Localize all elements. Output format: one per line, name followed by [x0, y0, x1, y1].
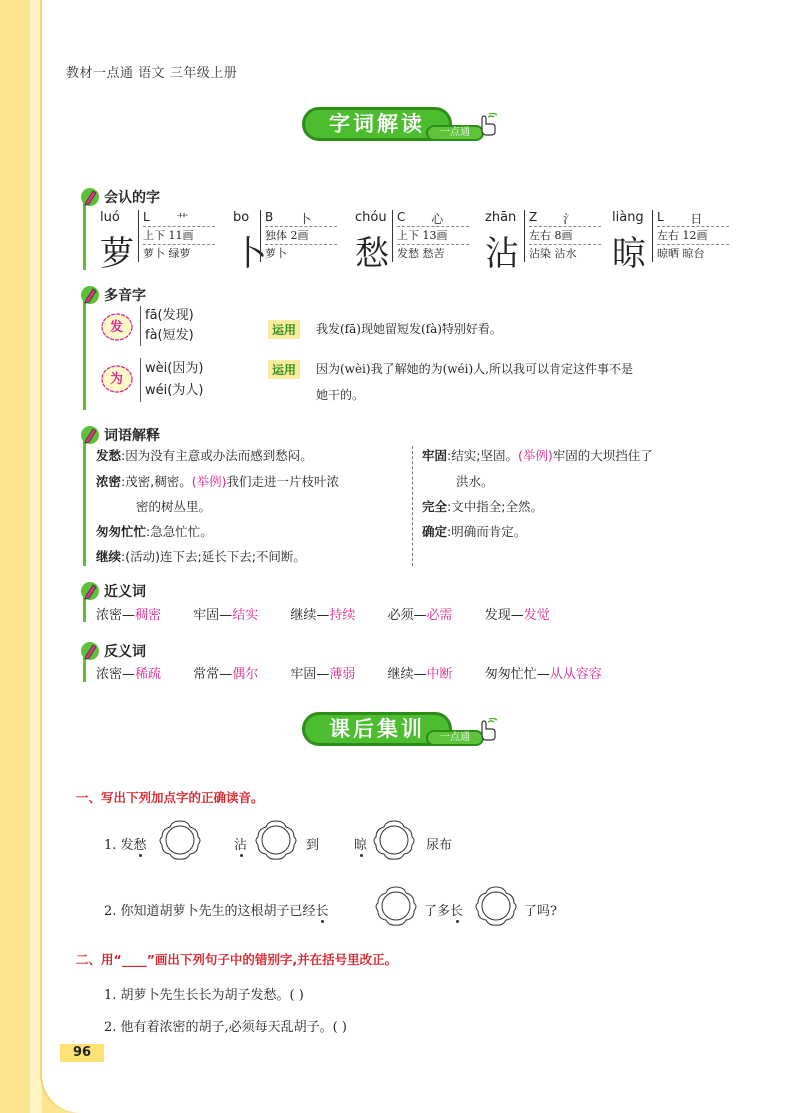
char-radical: 氵: [563, 212, 576, 226]
char-pinyin: bo: [233, 210, 250, 225]
def-term: 牢固: [422, 448, 448, 463]
definition-item: [96, 547, 306, 565]
definition-item: [96, 446, 313, 464]
definition-cont: 洪水。: [456, 474, 494, 489]
char-info: [260, 210, 337, 262]
answer-flower-2[interactable]: [254, 818, 298, 862]
antonym-pair: [290, 667, 355, 682]
reading-2: fà(短发): [145, 328, 194, 343]
synonym-pair: [485, 608, 550, 623]
polyphone-example-cont: 她干的。: [316, 388, 365, 402]
antonym-list: [96, 663, 630, 682]
question-2-heading: 二、用“____”画出下列句子中的错别字,并在括号里改正。: [76, 952, 398, 967]
section-bar: [83, 300, 86, 410]
section-title-polyphone: [80, 284, 146, 306]
char-radical: 心: [431, 212, 444, 226]
character-table: [100, 210, 740, 274]
answer-flower-4[interactable]: [374, 884, 418, 928]
def-term: 发愁: [96, 448, 122, 463]
word-match: 结实: [232, 608, 259, 623]
char-letter: Z: [529, 210, 538, 224]
word: 匆匆忙忙—: [484, 667, 550, 682]
char-letter: L: [657, 210, 664, 224]
char-pinyin: zhān: [485, 210, 517, 225]
pencil-icon: [80, 186, 100, 208]
char-letter: B: [265, 210, 274, 224]
char-words: 沾染 沾水: [529, 247, 577, 260]
synonym-pair: [388, 608, 453, 623]
dotted-char: 长: [315, 904, 329, 919]
word: 牢固—: [193, 608, 233, 623]
def-text: :结实;坚固。: [447, 448, 518, 463]
definition-item: [96, 472, 339, 490]
answer-flower-5[interactable]: [474, 884, 518, 928]
answer-flower-3[interactable]: [372, 818, 416, 862]
section-title-text: 近义词: [104, 584, 146, 600]
word: 浓密—: [96, 608, 136, 623]
char-radical: 卜: [299, 212, 312, 226]
banner-exercises: [302, 712, 512, 752]
q1-line2: 2. 你知道胡萝卜先生的这根胡子已经长: [104, 904, 329, 919]
q2-sentence-1[interactable]: 1. 胡萝卜先生长长为胡子发愁。( ): [104, 988, 304, 1003]
definition-item: [96, 522, 213, 540]
word-match: 从从容容: [549, 667, 602, 682]
polyphone-example: 因为(wèi)我了解她的为(wéi)人,所以我可以肯定这件事不是: [316, 362, 633, 376]
antonym-pair: [388, 667, 453, 682]
section-title-text: 反义词: [104, 644, 146, 660]
polyphone-readings: [140, 306, 194, 346]
question-1-heading: 一、写出下列加点字的正确读音。: [76, 790, 264, 805]
section-title-recognize: [80, 186, 160, 208]
page-number: 96: [60, 1044, 104, 1062]
use-label: 运用: [268, 360, 300, 379]
char-glyph: 沾: [485, 234, 519, 274]
banner-tag: 一点通: [426, 125, 484, 141]
reading-2: wéi(为人): [145, 383, 204, 398]
definition-item: [422, 446, 653, 464]
definition-item: [422, 522, 526, 540]
def-term: 确定: [422, 524, 448, 539]
char-info: [652, 210, 729, 262]
def-text: :明确而肯定。: [447, 524, 527, 539]
char-structure: 上下 13画: [397, 227, 469, 245]
pencil-icon: [80, 580, 100, 602]
section-bar: [83, 198, 86, 270]
column-divider: [412, 446, 413, 566]
antonym-pair: [485, 667, 602, 682]
char-radical: 艹: [176, 212, 189, 226]
q2-sentence-2[interactable]: 2. 他有着浓密的胡子,必须每天乱胡子。( ): [104, 1020, 347, 1035]
q1-word: 到: [306, 838, 320, 853]
pencil-icon: [80, 424, 100, 446]
section-title-text: 多音字: [104, 288, 146, 304]
def-example: 牢固的大坝挡住了: [552, 448, 653, 463]
banner-title: 字词解读: [302, 107, 452, 141]
synonym-pair: [290, 608, 355, 623]
word: 继续—: [387, 667, 427, 682]
word: 浓密—: [96, 667, 136, 682]
polyphone-char: 为: [110, 372, 124, 387]
synonym-pair: [193, 608, 258, 623]
polyphone-example: 我发(fā)现她留短发(fà)特别好看。: [316, 322, 502, 336]
book-header: 教材一点通 语文 三年级上册: [66, 66, 238, 81]
char-structure: 独体 2画: [265, 227, 337, 245]
banner-title: 课后集训: [302, 712, 452, 746]
polyphone-char: 发: [110, 320, 124, 335]
example-label: (举例): [191, 474, 227, 489]
char-radical: 日: [690, 212, 703, 226]
pointing-hand-icon: [478, 113, 498, 137]
banner-tag: 一点通: [426, 730, 484, 746]
reading-1: fā(发现): [145, 308, 194, 323]
section-bar: [83, 440, 86, 566]
synonym-list: [96, 604, 578, 623]
word-match: 发觉: [523, 608, 550, 623]
word-match: 稀疏: [135, 667, 162, 682]
use-label: 运用: [268, 320, 300, 339]
word-match: 必需: [426, 608, 453, 623]
dotted-char: 长: [450, 904, 464, 919]
definition-cont: 密的树丛里。: [136, 499, 212, 514]
q1-dotted-char: 沾: [234, 838, 248, 853]
def-text: :文中指全;全然。: [447, 499, 543, 514]
section-title-synonyms: [80, 580, 146, 602]
def-text: :茂密,稠密。: [121, 474, 192, 489]
char-letter: L: [143, 210, 150, 224]
definition-item: [422, 497, 543, 515]
dotted-char: 愁: [133, 838, 147, 853]
word-match: 中断: [426, 667, 453, 682]
char-structure: 左右 8画: [529, 227, 601, 245]
word-match: 薄弱: [329, 667, 356, 682]
synonym-pair: [96, 608, 161, 623]
def-text: :(活动)连下去;延长下去;不间断。: [121, 549, 306, 564]
pencil-icon: [80, 284, 100, 306]
word-match: 持续: [329, 608, 356, 623]
word: 常常—: [193, 667, 233, 682]
char-words: 发愁 愁苦: [397, 247, 445, 260]
polyphone-readings: [140, 358, 203, 402]
char-words: 萝卜: [265, 247, 287, 260]
q1-dotted-char: 晾: [354, 838, 368, 853]
word: 必须—: [387, 608, 427, 623]
pencil-icon: [80, 640, 100, 662]
word: 发现—: [484, 608, 524, 623]
def-text: :因为没有主意或办法而感到愁闷。: [121, 448, 313, 463]
answer-flower-1[interactable]: [158, 818, 202, 862]
reading-1: wèi(因为): [145, 361, 204, 376]
section-title-text: 词语解释: [104, 428, 160, 444]
char-structure: 上下 11画: [143, 227, 215, 245]
example-label: (举例): [517, 448, 553, 463]
banner-word-reading: [302, 107, 512, 147]
q1-line1-prefix: 1. 发愁: [104, 838, 147, 853]
section-title-vocab: [80, 424, 160, 446]
char-pinyin: luó: [100, 210, 120, 225]
q1-word: 尿布: [426, 838, 453, 853]
word: 继续—: [290, 608, 330, 623]
page-edge-stripe: [30, 0, 42, 1113]
def-term: 继续: [96, 549, 122, 564]
char-words: 萝卜 绿萝: [143, 247, 191, 260]
def-term: 浓密: [96, 474, 122, 489]
char-words: 晾晒 晾台: [657, 247, 705, 260]
def-term: 完全: [422, 499, 448, 514]
char-info: [138, 210, 215, 262]
q1-line2-mid: 了多长: [424, 904, 464, 919]
def-term: 匆匆忙忙: [96, 524, 147, 539]
section-title-antonyms: [80, 640, 146, 662]
word-match: 偶尔: [232, 667, 259, 682]
char-glyph: 晾: [612, 234, 646, 274]
char-glyph: 萝: [100, 234, 134, 274]
char-info: [392, 210, 469, 262]
char-pinyin: chóu: [355, 210, 387, 225]
char-letter: C: [397, 210, 406, 224]
pointing-hand-icon: [478, 718, 498, 742]
antonym-pair: [193, 667, 258, 682]
def-text: :急急忙忙。: [146, 524, 213, 539]
char-info: [524, 210, 601, 262]
char-glyph: 愁: [355, 234, 389, 274]
def-example: 我们走进一片枝叶浓: [226, 474, 339, 489]
char-structure: 左右 12画: [657, 227, 729, 245]
char-glyph: 卜: [233, 234, 267, 274]
word-match: 稠密: [135, 608, 162, 623]
section-title-text: 会认的字: [104, 190, 160, 206]
antonym-pair: [96, 667, 161, 682]
char-pinyin: liàng: [612, 210, 644, 225]
q1-line2-end: 了吗?: [524, 904, 557, 919]
word: 牢固—: [290, 667, 330, 682]
